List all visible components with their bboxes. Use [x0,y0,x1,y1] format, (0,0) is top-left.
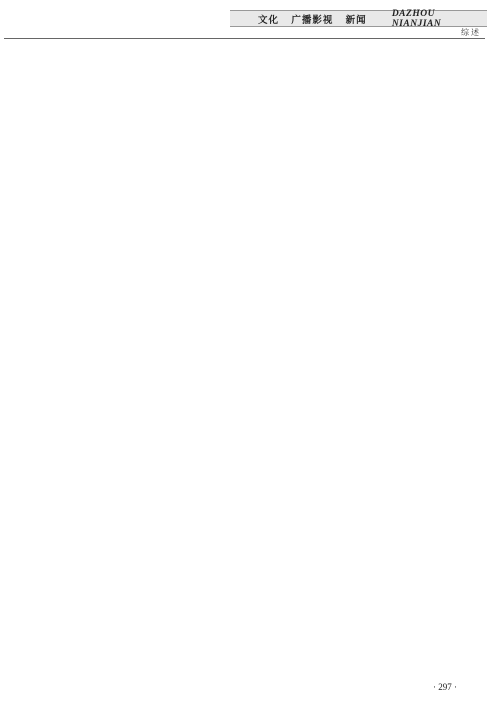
header-nav-item: 广播影视 [291,14,334,26]
text-column-right [253,40,483,677]
header-nav-item: 文化 [258,14,280,26]
page-header [0,0,489,37]
header-rule [4,38,485,39]
page-number: · 297 · [433,682,457,692]
header-nav [230,12,392,26]
journal-title: DAZHOU NIANJIAN [391,8,442,29]
header-bar [230,10,487,27]
header-nav-item: 新闻 [345,14,367,26]
section-tag: 综述 [461,28,481,37]
text-column-left [6,40,236,677]
